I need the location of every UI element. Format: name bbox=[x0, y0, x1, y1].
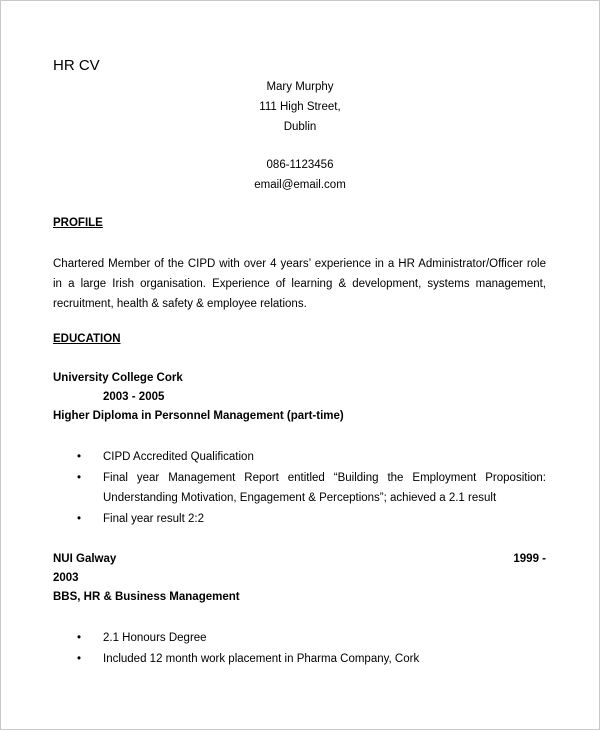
list-item bbox=[53, 649, 546, 669]
education-qualification: BBS, HR & Business Management bbox=[53, 591, 240, 603]
education-institution: University College Cork bbox=[53, 372, 183, 384]
education-qualification: Higher Diploma in Personnel Management (part-time) bbox=[53, 410, 344, 422]
contact-address-line2: Dublin bbox=[283, 121, 317, 133]
profile-heading: PROFILE bbox=[53, 217, 103, 229]
education-heading: EDUCATION bbox=[53, 333, 121, 345]
bullet-icon: • bbox=[77, 472, 82, 484]
list-item-text: 2.1 Honours Degree bbox=[103, 632, 207, 644]
list-item-text: Included 12 month work placement in Pharma Company, Cork bbox=[103, 653, 420, 665]
education-dates-start: 1999 - bbox=[513, 553, 546, 565]
education-dates-end: 2003 bbox=[53, 572, 79, 584]
list-item bbox=[53, 628, 546, 648]
list-item-text: Final year result 2:2 bbox=[103, 513, 204, 525]
list-item-text: CIPD Accredited Qualification bbox=[103, 451, 254, 463]
education-institution: NUI Galway bbox=[53, 553, 117, 565]
contact-name: Mary Murphy bbox=[266, 81, 334, 93]
bullet-icon: • bbox=[77, 653, 82, 665]
education-bullet-list bbox=[53, 628, 546, 670]
bullet-icon: • bbox=[77, 451, 82, 463]
bullet-icon: • bbox=[77, 513, 82, 525]
contact-phone: 086-1123456 bbox=[266, 159, 334, 171]
list-item bbox=[53, 468, 546, 508]
list-item bbox=[53, 447, 546, 467]
profile-text: Chartered Member of the CIPD with over 4 years’ experience in a HR Administrator/Officer role in a large Irish organisation. Experience of learning & development, systems management, recruitment, health & safety & employee relations. bbox=[53, 258, 546, 310]
list-item bbox=[53, 509, 546, 529]
education-dates: 2003 - 2005 bbox=[103, 391, 165, 403]
contact-address-line1: 111 High Street, bbox=[259, 101, 341, 113]
document-title: HR CV bbox=[53, 57, 100, 74]
education-bullet-list bbox=[53, 447, 546, 530]
list-item-text: Final year Management Report entitled “Building the Employment Proposition: Understanding Motivation, Engagement & Perceptions”; achieved a 2.1 result bbox=[103, 472, 546, 504]
contact-email: email@email.com bbox=[254, 179, 346, 191]
bullet-icon: • bbox=[77, 632, 82, 644]
